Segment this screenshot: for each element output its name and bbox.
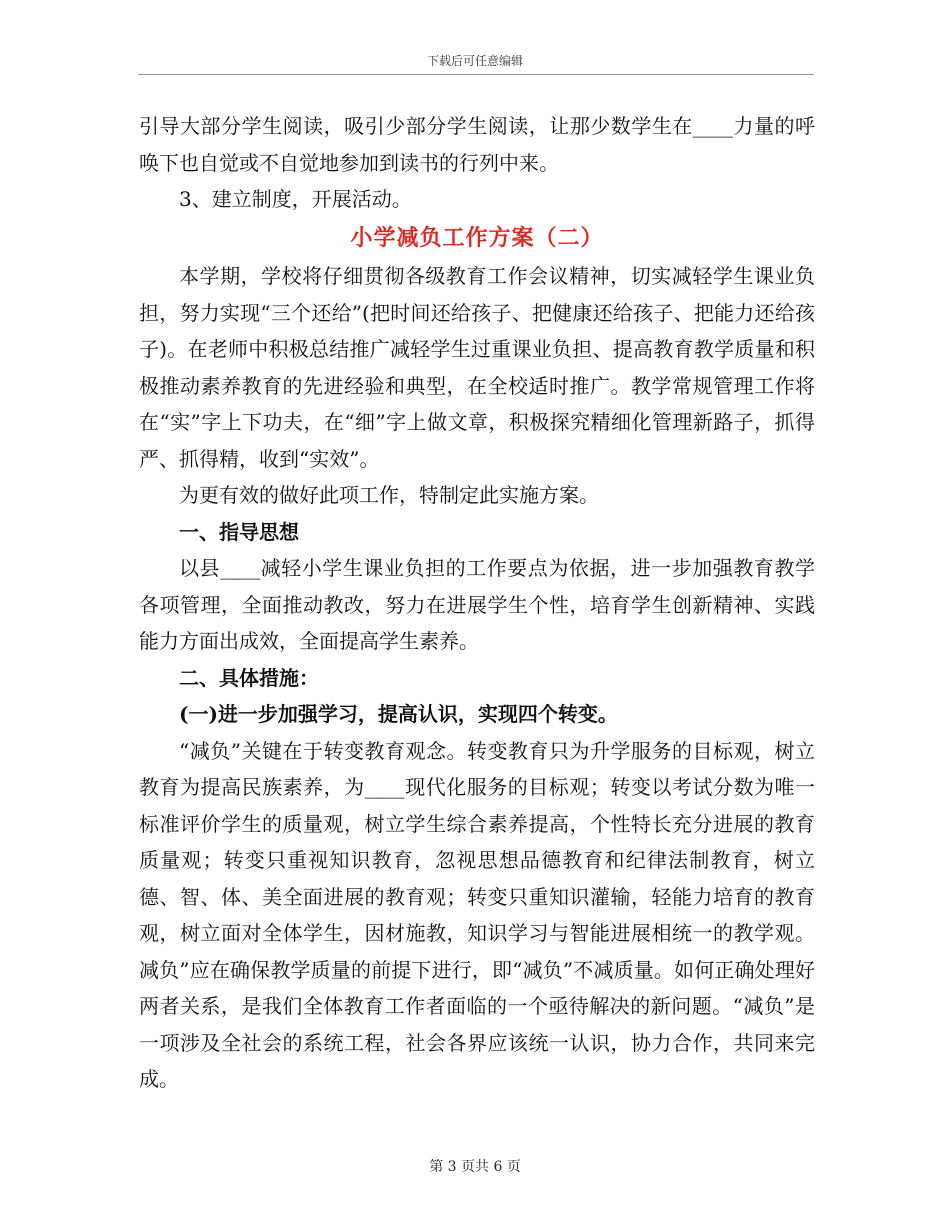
document-body — [139, 108, 815, 1098]
paragraph-purpose: 为更有效的做好此项工作，特制定此实施方案。 — [179, 483, 599, 507]
page-header: 下载后可任意编辑 — [426, 54, 523, 68]
header-divider — [138, 74, 814, 75]
paragraph-intro: 本学期，学校将仔细贯彻各级教育工作会议精神，切实减轻学生课业负担，努力实现“三个还给”(把时间还给孩子、把健康还给孩子、把能力还给孩子)。在老师中积极总结推广减轻学生过重课业负担、提高教育教学质量和积极推动素养教育的先进经验和典型，在全校适时推广。教学常规管理工作将在“实”字上下功夫，在“细”字上做文章，积极探究精细化管理新路子，抓得严、抓得精，收到“实效”。 — [139, 264, 815, 471]
page-footer: 第 3 页共 6 页 — [429, 1159, 521, 1175]
subheading-measure-1: (一)进一步加强学习，提高认识，实现四个转变。 — [179, 702, 618, 726]
paragraph-item-3: 3、建立制度，开展活动。 — [179, 187, 412, 211]
heading-specific-measures: 二、具体措施： — [179, 665, 319, 690]
heading-guiding-ideology: 一、指导思想 — [179, 519, 299, 544]
paragraph-continued: 引导大部分学生阅读，吸引少部分学生阅读，让那少数学生在____力量的呼唤下也自觉或不自觉地参加到读书的行列中来。 — [139, 114, 815, 175]
paragraph-guiding-ideology: 以县____减轻小学生课业负担的工作要点为依据，进一步加强教育教学各项管理，全面推动教改，努力在进展学生个性，培育学生创新精神、实践能力方面出成效，全面提高学生素养。 — [139, 556, 815, 653]
section-title: 小学减负工作方案（二） — [350, 224, 604, 251]
paragraph-measure-1: “减负”关键在于转变教育观念。转变教育只为升学服务的目标观，树立教育为提高民族素养，为____现代化服务的目标观；转变以考试分数为唯一标准评价学生的质量观，树立学生综合素养提高，个性特长充分进展的教育质量观；转变只重视知识教育，忽视思想品德教育和纪律法制教育，树立德、智、体、美全面进展的教育观；转变只重知识灌输，轻能力培育的教育观，树立面对全体学生，因材施教，知识学习与智能进展相统一的教学观。减负”应在确保教学质量的前提下进行，即“减负”不减质量。如何正确处理好两者关系，是我们全体教育工作者面临的一个亟待解决的新问题。“减负”是一项涉及全社会的系统工程，社会各界应该统一认识，协力合作，共同来完成。 — [139, 738, 815, 1091]
